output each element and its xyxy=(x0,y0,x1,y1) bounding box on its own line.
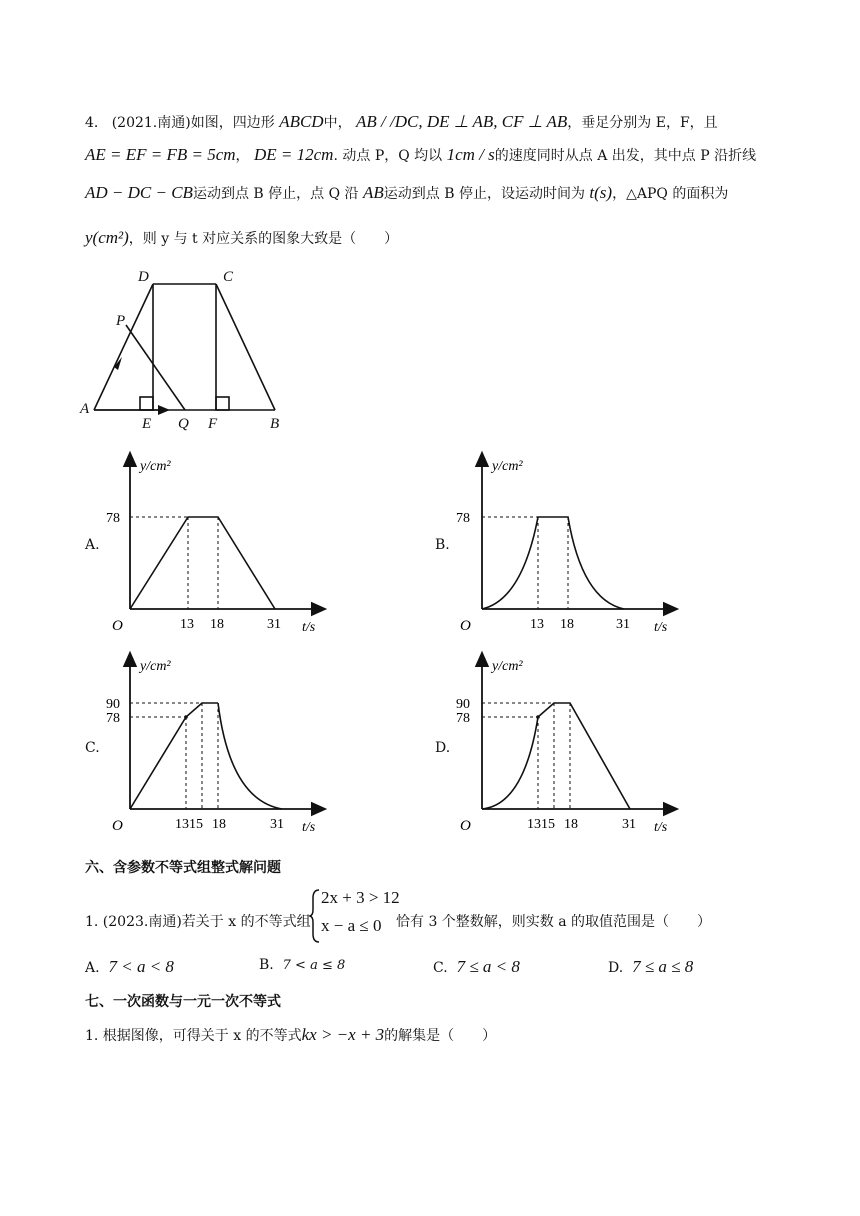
q4-line-2 xyxy=(85,145,756,165)
x-tick-1315: 1315 xyxy=(175,817,203,832)
option-text: 7 < a ≤ 8 xyxy=(282,958,346,973)
q4-line-4 xyxy=(85,228,398,248)
option-label: B. xyxy=(259,957,274,973)
x-tick-31: 31 xyxy=(622,817,636,832)
x-tick-18: 18 xyxy=(212,817,226,832)
x-tick-18: 18 xyxy=(564,817,578,832)
q4-text: 运动到点 B 停止，点 Q 沿 xyxy=(192,186,359,202)
graph-D-line xyxy=(538,703,630,809)
label-P: P xyxy=(116,313,126,329)
y-tick-78: 78 xyxy=(106,511,120,526)
x-tick-1315: 1315 xyxy=(527,817,555,832)
option-text: 7 ≤ a < 8 xyxy=(456,957,520,976)
option-label: C. xyxy=(433,960,448,976)
x-tick-18: 18 xyxy=(560,617,574,632)
q4-conditions: AB / /DC, DE ⊥ AB, CF ⊥ AB xyxy=(356,112,568,131)
s7-q1-post: 的解集是（ ） xyxy=(384,1028,497,1044)
q4-quad-name: ABCD xyxy=(279,112,324,131)
x-tick-31: 31 xyxy=(267,617,281,632)
graph-D xyxy=(452,650,692,845)
x-tick-13: 13 xyxy=(180,617,194,632)
y-axis-label: y/cm² xyxy=(140,459,171,474)
graph-B-curve xyxy=(482,517,624,609)
q4-text: 的速度同时从点 A 出发，其中点 P 沿折线 xyxy=(494,148,757,164)
graph-A-line xyxy=(130,517,275,609)
s7-q1 xyxy=(85,1025,496,1045)
y-tick-78: 78 xyxy=(456,711,470,726)
inequality-1: 2x + 3 > 12 xyxy=(321,888,400,907)
graph-B xyxy=(452,450,692,645)
q4-eq: AE = EF = FB = 5cm xyxy=(85,145,236,164)
label-D: D xyxy=(138,269,149,285)
q4-ab: AB xyxy=(362,183,384,202)
label-E: E xyxy=(142,416,152,432)
q4-speed: 1cm / s xyxy=(446,145,495,164)
s6-q1-post: 恰有 3 个整数解，则实数 a 的取值范围是（ ） xyxy=(396,914,712,930)
option-A-label[interactable]: A. xyxy=(85,537,100,553)
graph-D-curve xyxy=(482,717,538,809)
q4-y: y(cm²) xyxy=(85,228,129,247)
y-tick-78: 78 xyxy=(456,511,470,526)
x-axis-label: t/s xyxy=(654,820,668,835)
question-number: 4. xyxy=(85,115,99,131)
option-text: 7 < a < 8 xyxy=(108,957,174,976)
origin-label: O xyxy=(112,618,123,634)
option-A[interactable] xyxy=(85,957,174,977)
origin-label: O xyxy=(460,618,471,634)
x-tick-31: 31 xyxy=(616,617,630,632)
x-axis-label: t/s xyxy=(654,620,668,635)
x-tick-13: 13 xyxy=(530,617,544,632)
q4-text: ，则 y 与 t 对应关系的图象大致是（ ） xyxy=(128,231,399,247)
option-C[interactable] xyxy=(433,957,520,977)
q4-line-1 xyxy=(85,112,718,132)
y-axis-label: y/cm² xyxy=(140,659,171,674)
y-tick-90: 90 xyxy=(106,697,120,712)
q4-text: . 动点 P，Q 均以 xyxy=(333,148,443,164)
label-B: B xyxy=(270,416,280,432)
s6-q1-pre: 1. (2023.南通)若关于 x 的不等式组 xyxy=(85,914,311,930)
q4-text: ， xyxy=(235,148,250,164)
x-tick-31: 31 xyxy=(270,817,284,832)
option-D-label[interactable]: D. xyxy=(435,740,451,756)
graph-A xyxy=(100,450,340,645)
x-axis-label: t/s xyxy=(302,820,316,835)
origin-label: O xyxy=(460,818,471,834)
q4-de: DE = 12cm xyxy=(254,145,334,164)
y-axis-label: y/cm² xyxy=(492,659,523,674)
option-C-label[interactable]: C. xyxy=(85,740,100,756)
q4-text: ，△APQ 的面积为 xyxy=(612,186,729,202)
q4-text: 运动到点 B 停止，设运动时间为 xyxy=(383,186,585,202)
y-axis-label: y/cm² xyxy=(492,459,523,474)
q4-path: AD − DC − CB xyxy=(85,183,193,202)
section-6-heading: 六、含参数不等式组整式解问题 xyxy=(85,860,281,876)
section-7-heading: 七、一次函数与一元一次不等式 xyxy=(85,994,281,1010)
option-text: 7 ≤ a ≤ 8 xyxy=(632,957,694,976)
graph-C xyxy=(100,650,340,845)
s7-q1-pre: 1. 根据图像，可得关于 x 的不等式 xyxy=(85,1028,302,1044)
inequality-2: x − a ≤ 0 xyxy=(321,916,382,935)
q4-t: t(s) xyxy=(589,183,613,202)
label-F: F xyxy=(208,416,218,432)
option-B[interactable] xyxy=(259,957,345,973)
graph-C-line xyxy=(130,703,218,809)
option-label: D. xyxy=(608,960,624,976)
origin-label: O xyxy=(112,818,123,834)
option-D[interactable] xyxy=(608,957,693,977)
q4-text: 中， xyxy=(323,115,352,131)
q4-line-3 xyxy=(85,183,728,203)
s7-inequality: kx > −x + 3 xyxy=(301,1025,385,1044)
label-Q: Q xyxy=(178,416,189,432)
system-brace xyxy=(309,888,321,944)
graph-C-curve xyxy=(218,703,282,809)
label-C: C xyxy=(223,269,234,285)
trapezoid-figure xyxy=(70,265,300,440)
y-tick-90: 90 xyxy=(456,697,470,712)
q4-text: ，垂足分别为 E，F，且 xyxy=(567,115,718,131)
label-A: A xyxy=(80,401,90,417)
y-tick-78: 78 xyxy=(106,711,120,726)
option-B-label[interactable]: B. xyxy=(435,537,450,553)
q4-source: (2021.南通)如图，四边形 xyxy=(111,115,275,131)
x-tick-18: 18 xyxy=(210,617,224,632)
x-axis-label: t/s xyxy=(302,620,316,635)
option-label: A. xyxy=(85,960,100,976)
